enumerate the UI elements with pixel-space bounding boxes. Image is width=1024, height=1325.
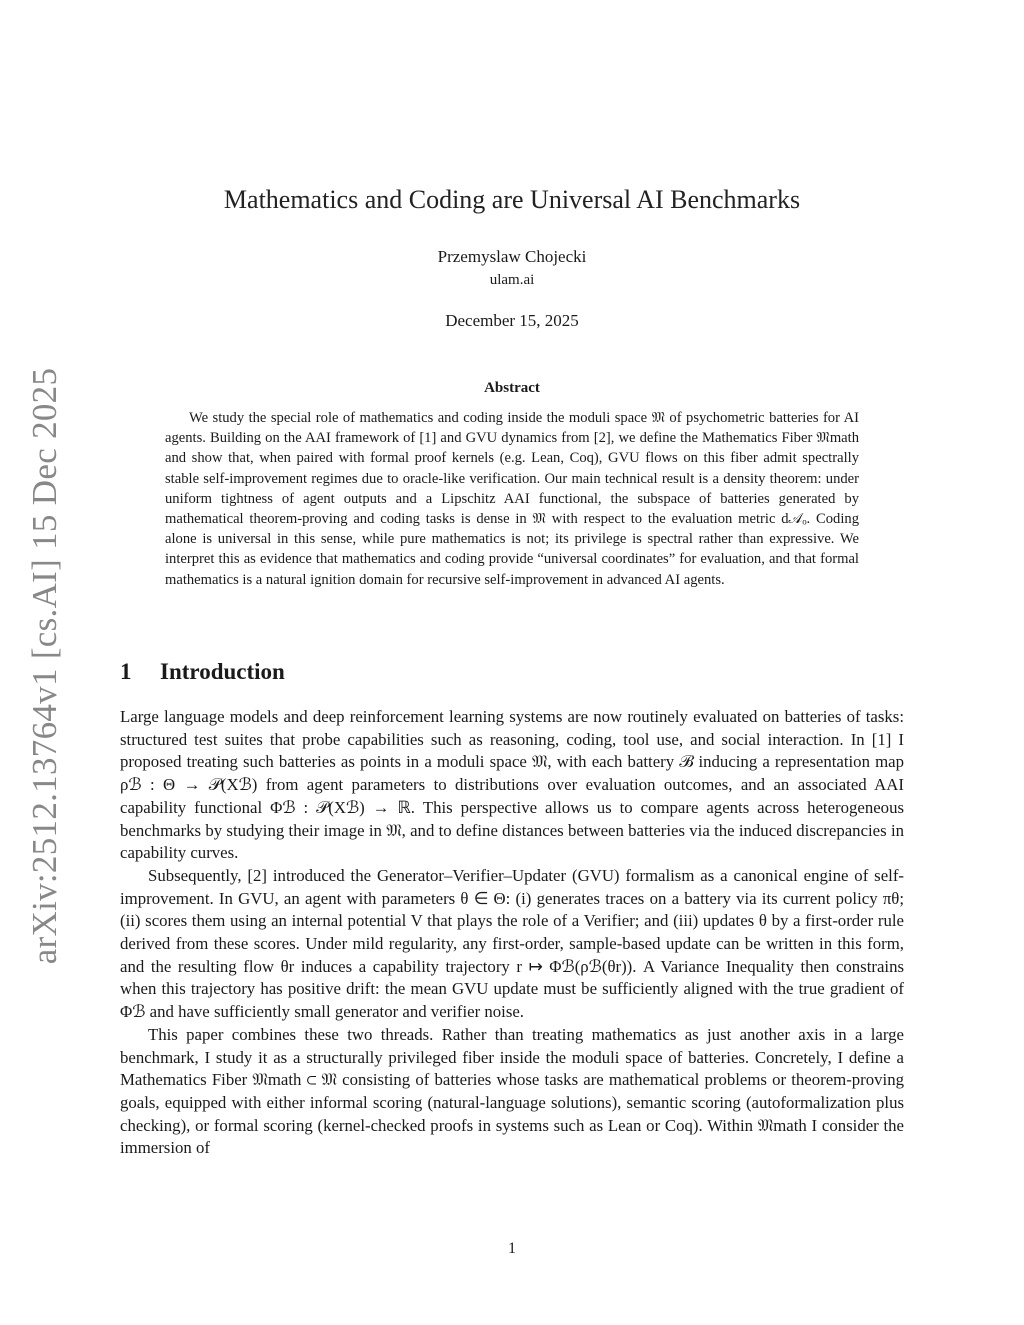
author-name: Przemyslaw Chojecki (437, 247, 587, 266)
paragraph-3: This paper combines these two threads. Rather than treating mathematics as just another axis in a large benchmark, I study it as a structurally privileged fiber inside the moduli space of batteries. Concretely, I define a Mathematics Fiber 𝔐math ⊂ 𝔐 consisting of batteries whose tasks are mathematical problems or theorem-proving goals, equipped with either informal scoring (natural-language solutions), semantic scoring (autoformalization plus checking), or formal scoring (kernel-checked proofs in systems such as Lean or Coq). Within 𝔐math I consider the immersion of (120, 1024, 904, 1158)
section-title: Introduction (160, 659, 285, 684)
arxiv-side-stamp: arXiv:2512.13764v1 [cs.AI] 15 Dec 2025 (25, 367, 64, 965)
page-number: 1 (508, 1240, 516, 1257)
abstract-text: We study the special role of mathematics and coding inside the moduli space 𝔐 of psychometric batteries for AI agents. Building on the AAI framework of [1] and GVU dynamics from [2], we define the Mathematics Fiber 𝔐math and show that, when paired with formal proof kernels (e.g. Lean, Coq), GVU flows on this fiber admit spectrally stable self-improvement regimes due to oracle-like verification. Our main technical result is a density theorem: under uniform tightness of agent outputs and a Lipschitz AAI functional, the subspace of batteries generated by mathematical theorem-proving and coding tasks is dense in 𝔐 with respect to the evaluation metric d𝒜ₒ. Coding alone is universal in this sense, while pure mathematics is not; its privilege is spectral rather than expressive. We interpret this as evidence that mathematics and coding provide “universal coordinates” for evaluation, and that formal mathematics is a natural ignition domain for recursive self-improvement in advanced AI agents. (165, 410, 859, 588)
section-heading (120, 659, 285, 685)
paragraph-2: Subsequently, [2] introduced the Generator–Verifier–Updater (GVU) formalism as a canonical engine of self-improvement. In GVU, an agent with parameters θ ∈ Θ: (i) generates traces on a battery via its current policy πθ; (ii) scores them using an internal potential V that plays the role of a Verifier; and (iii) updates θ by a first-order rule derived from these scores. Under mild regularity, any first-order, sample-based update can be written in this form, and the resulting flow θr induces a capability trajectory r ↦ Φℬ(ρℬ(θr)). A Variance Inequality then constrains when this trajectory has positive drift: the mean GVU update must be sufficiently aligned with the true gradient of Φℬ and have sufficiently small generator and verifier noise. (120, 865, 904, 1022)
body-text (120, 706, 904, 1160)
paragraph-1: Large language models and deep reinforcement learning systems are now routinely evaluated on batteries of tasks: structured test suites that probe capabilities such as reasoning, coding, tool use, and social interaction. In [1] I proposed treating such batteries as points in a moduli space 𝔐, with each battery ℬ inducing a representation map ρℬ : Θ → 𝒫(Xℬ) from agent parameters to distributions over evaluation outcomes, and an associated AAI capability functional Φℬ : 𝒫(Xℬ) → ℝ. This perspective allows us to compare agents across heterogeneous benchmarks by studying their image in 𝔐, and to define distances between batteries via the induced discrepancies in capability curves. (120, 707, 904, 863)
publication-date: December 15, 2025 (445, 311, 579, 330)
paper-title: Mathematics and Coding are Universal AI Benchmarks (223, 185, 801, 214)
abstract-heading: Abstract (484, 380, 540, 396)
author-affiliation: ulam.ai (489, 272, 535, 288)
section-number: 1 (120, 659, 132, 684)
